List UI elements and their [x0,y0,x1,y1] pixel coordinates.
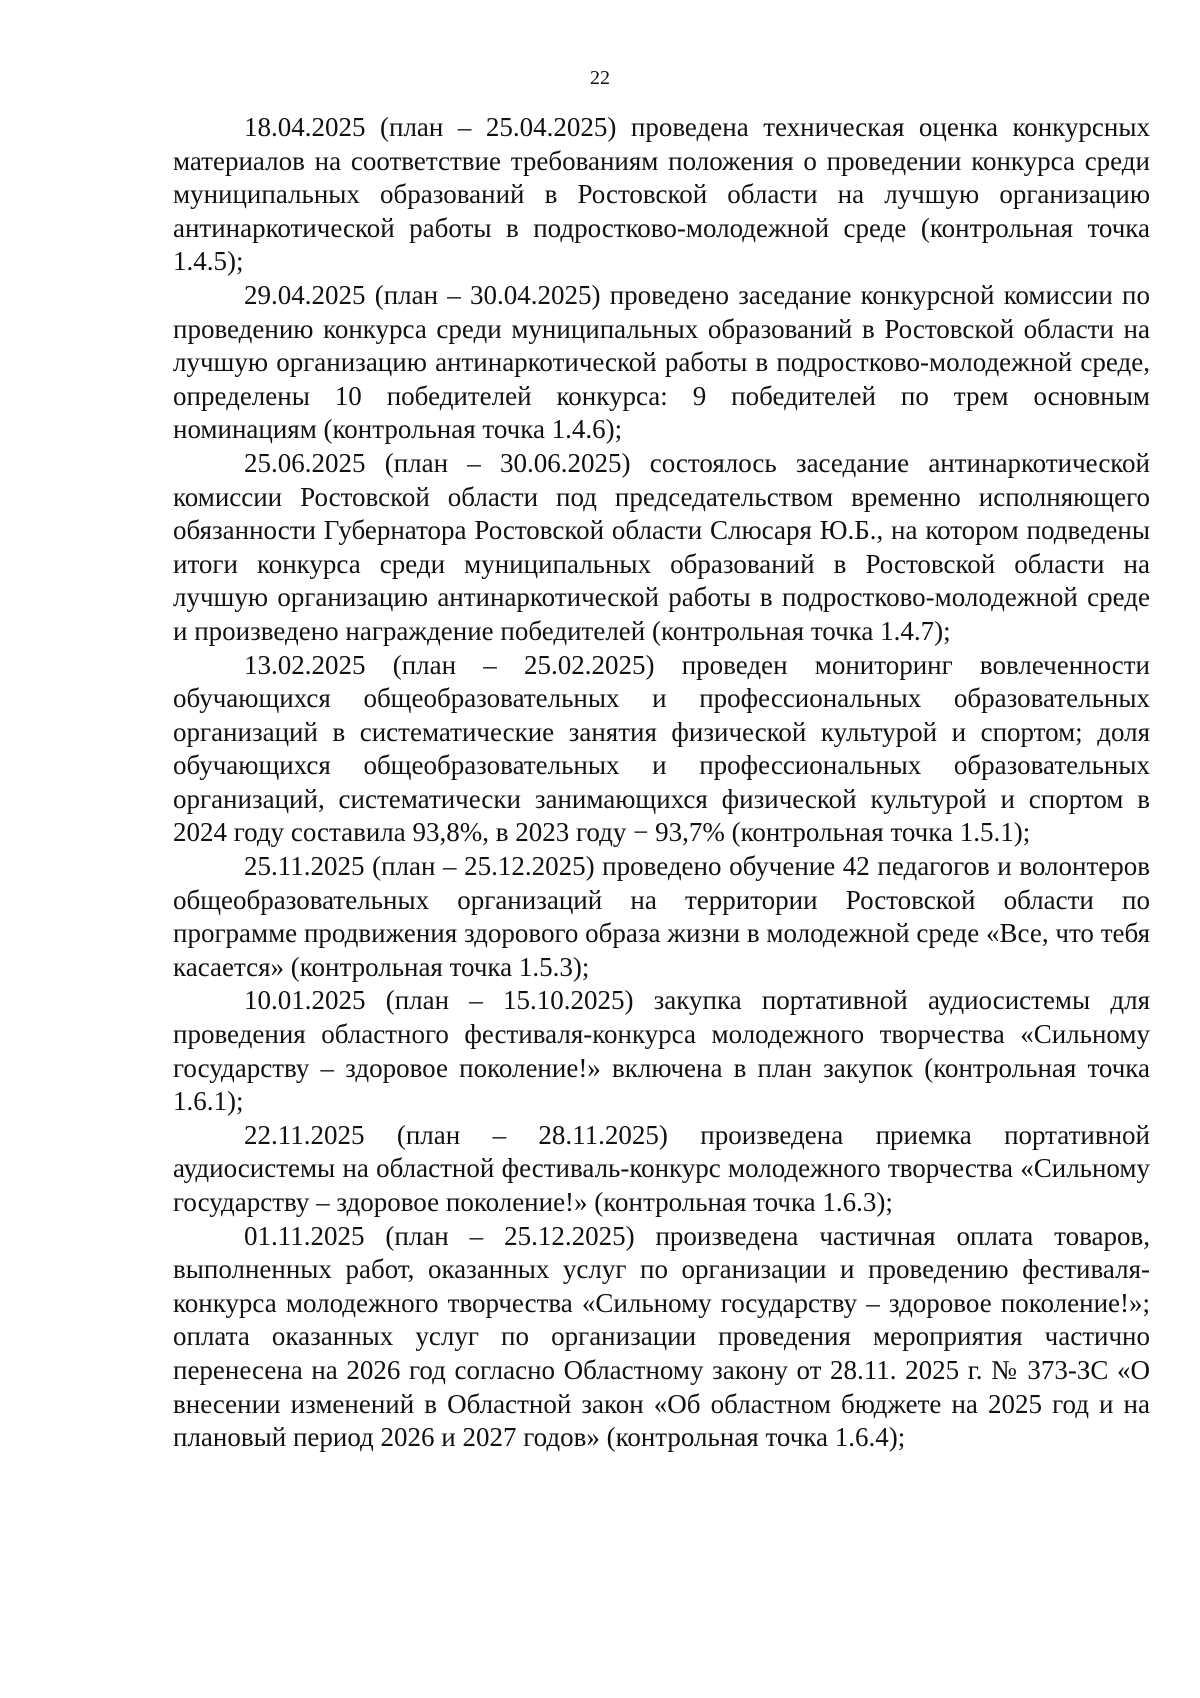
paragraph-control-point-1-6-3: 22.11.2025 (план – 28.11.2025) произведена приемка портативной аудиосистемы на областной фестиваль-конкурс молодежного творчества «Сильному государству – здоровое поколение!» (контрольная точка 1.6.3); [173,1119,1150,1217]
paragraph-control-point-1-4-5: 18.04.2025 (план – 25.04.2025) проведена техническая оценка конкурсных материалов на соответствие требованиям положения о проведении конкурса среди муниципальных образований в Ростовской области на лучшую организацию антинаркотической работы в подростково-молодежной среде (контрольная точка 1.4.5); [173,112,1150,277]
document-body [173,111,1150,1455]
paragraph-control-point-1-4-7: 25.06.2025 (план – 30.06.2025) состоялось заседание антинаркотической комиссии Ростовской области под председательством временно исполняющего обязанности Губернатора Ростовской области Слюсаря Ю.Б., на котором подведены итоги конкурса среди муниципальных образований в Ростовской области на лучшую организацию антинаркотической работы в подростково-молодежной среде и произведено награждение победителей (контрольная точка 1.4.7); [173,447,1150,646]
paragraph-control-point-1-4-6: 29.04.2025 (план – 30.04.2025) проведено заседание конкурсной комиссии по проведению конкурса среди муниципальных образований в Ростовской области на лучшую организацию антинаркотической работы в подростково-молодежной среде, определены 10 победителей конкурса: 9 победителей по трем основным номинациям (контрольная точка 1.4.6); [173,279,1150,445]
paragraph-control-point-1-5-3: 25.11.2025 (план – 25.12.2025) проведено обучение 42 педагогов и волонтеров общеобразовательных организаций на территории Ростовской области по программе продвижения здорового образа жизни в молодежной среде «Все, что тебя касается» (контрольная точка 1.5.3); [173,851,1150,982]
paragraph-control-point-1-5-1: 13.02.2025 (план – 25.02.2025) проведен мониторинг вовлеченности обучающихся общеобразовательных и профессиональных образовательных организаций в систематические занятия физической культурой и спортом; доля обучающихся общеобразовательных и профессиональных образовательных организаций, систематически занимающихся физической культурой и спортом в 2024 году составила 93,8%, в 2023 году − 93,7% (контрольная точка 1.5.1); [173,649,1150,848]
paragraph-control-point-1-6-4: 01.11.2025 (план – 25.12.2025) произведена частичная оплата товаров, выполненных работ, оказанных услуг по организации и проведению фестиваля-конкурса молодежного творчества «Сильному государству – здоровое поколение!»; оплата оказанных услуг по организации проведения мероприятия частично перенесена на 2026 год согласно Областному закону от 28.11. 2025 г. № 373-ЗС «О внесении изменений в Областной закон «Об областном бюджете на 2025 год и на плановый период 2026 и 2027 годов» (контрольная точка 1.6.4); [173,1220,1150,1453]
page-number: 22 [590,67,610,89]
paragraph-control-point-1-6-1: 10.01.2025 (план – 15.10.2025) закупка портативной аудиосистемы для проведения областного фестиваля-конкурса молодежного творчества «Сильному государству – здоровое поколение!» включена в план закупок (контрольная точка 1.6.1); [173,985,1150,1117]
